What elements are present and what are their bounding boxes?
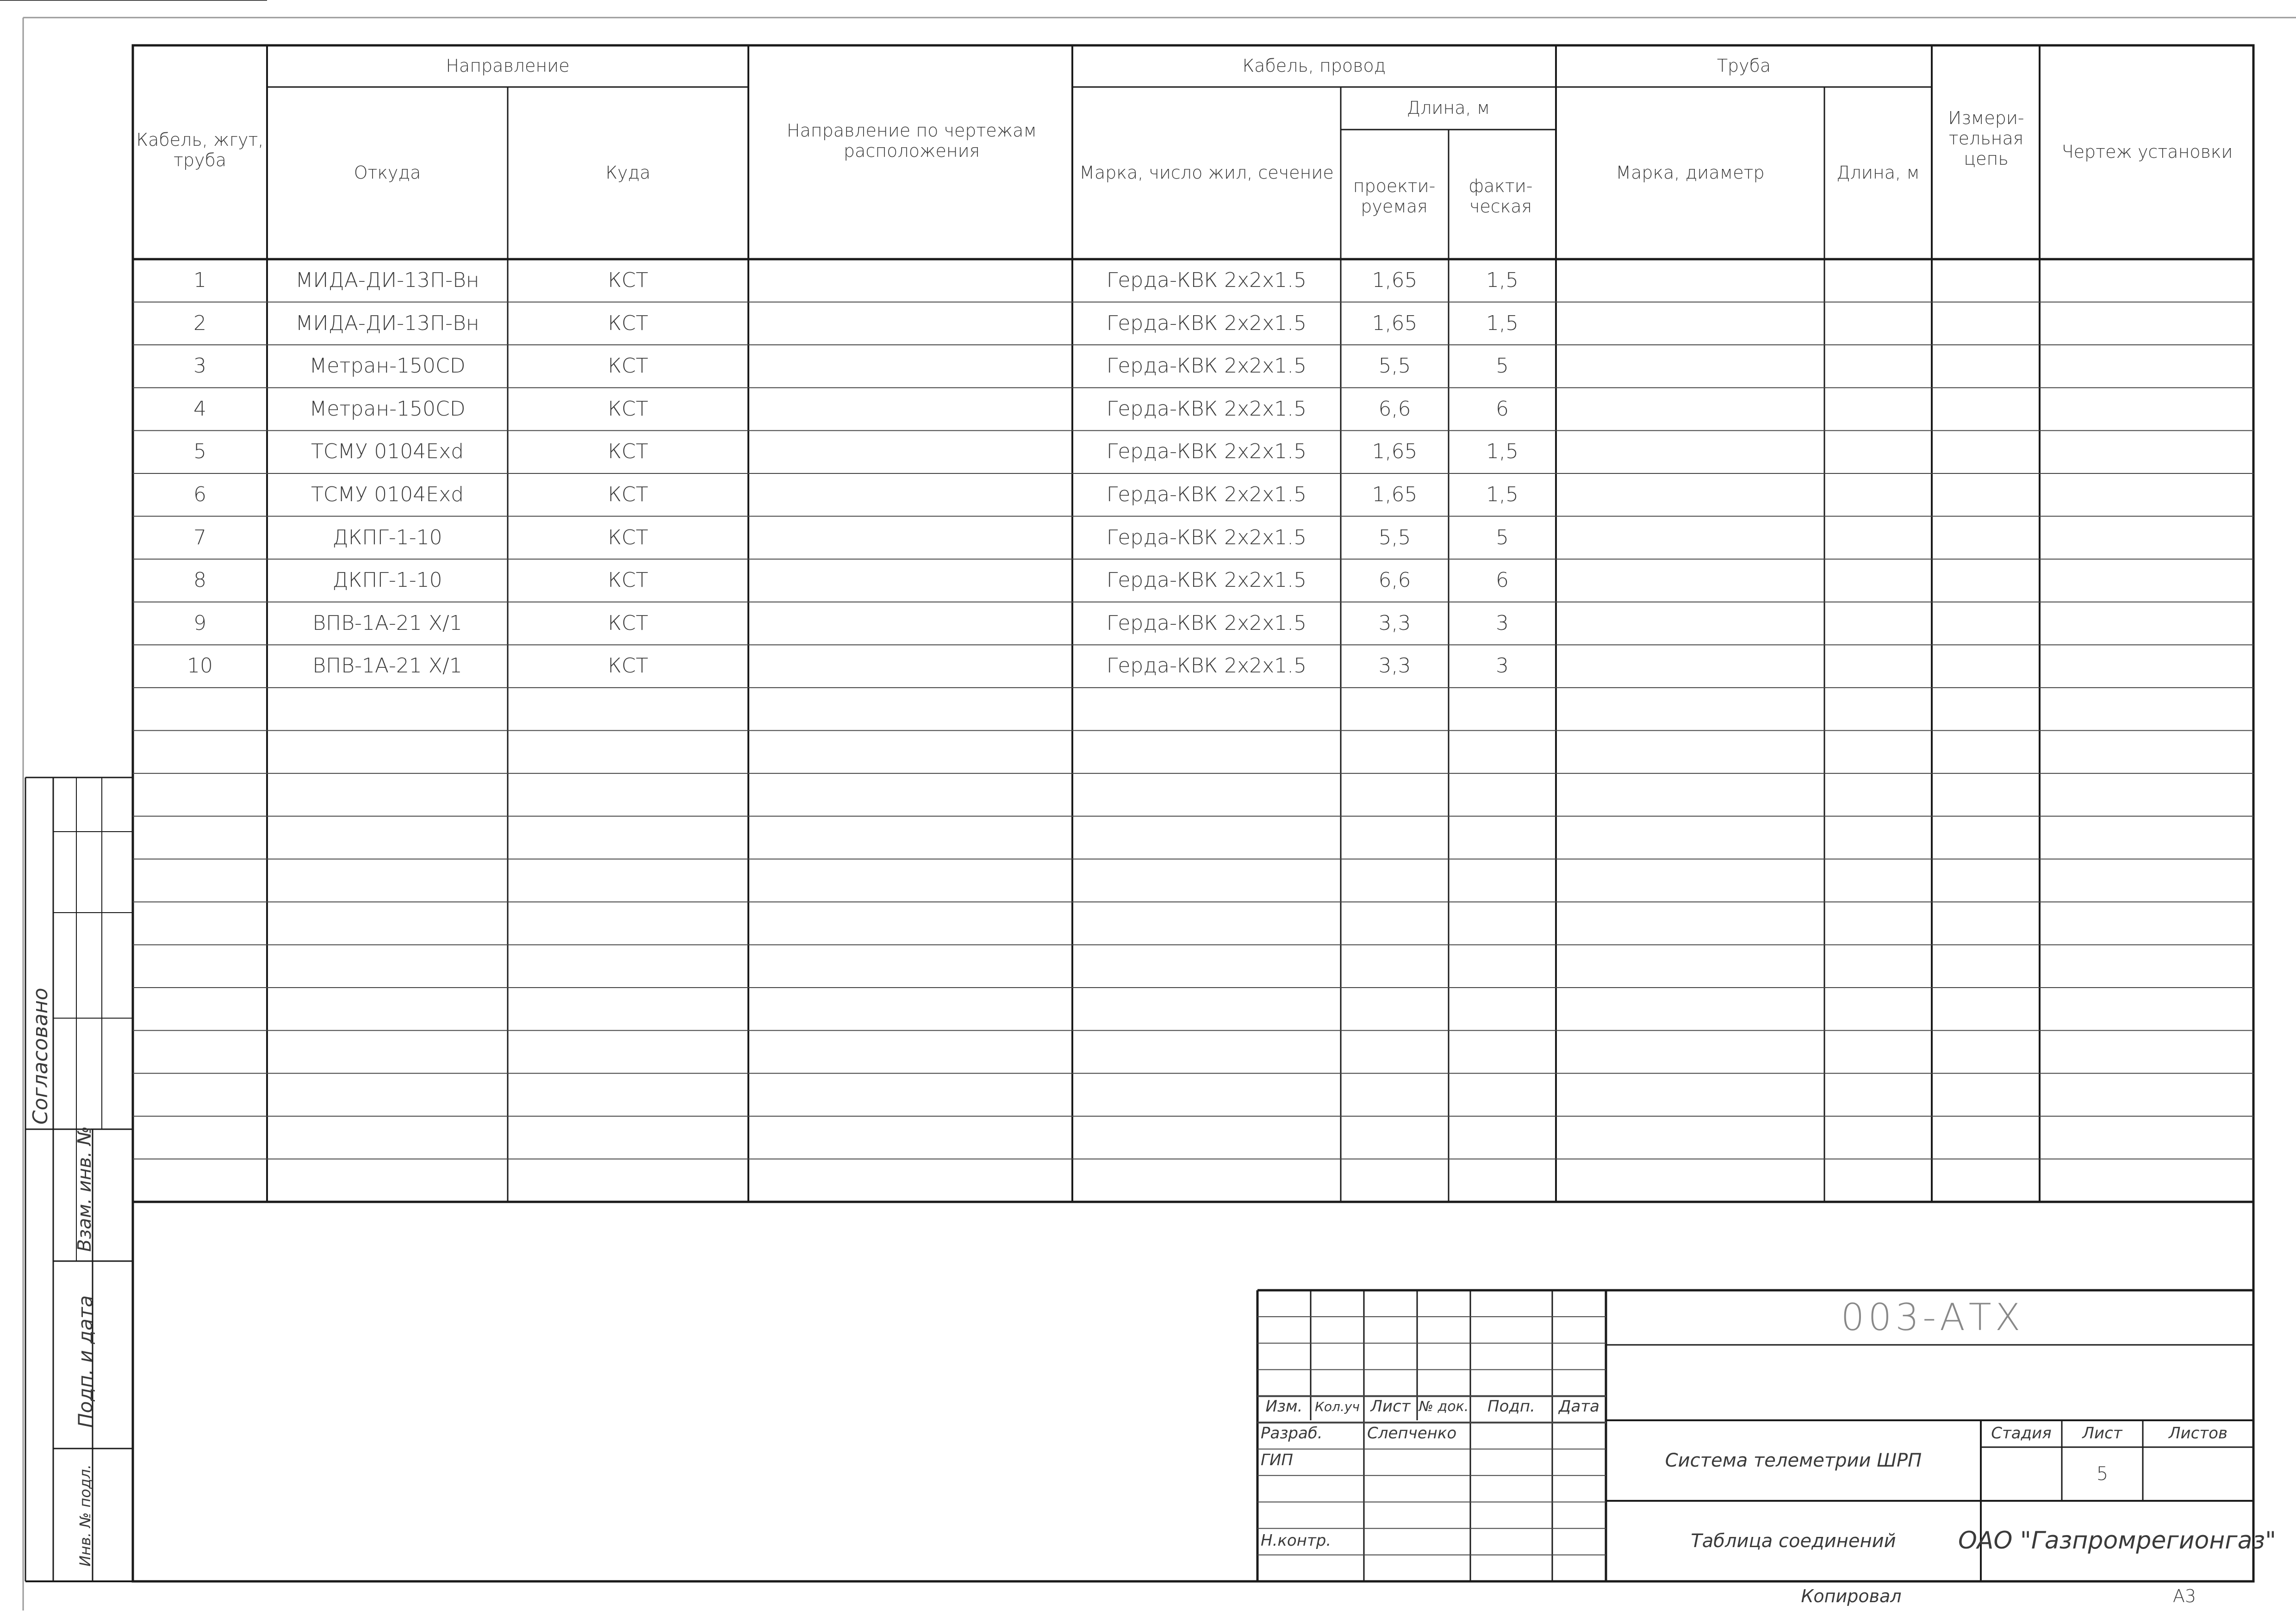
header-from: Откуда xyxy=(354,162,421,183)
doc-code: 003-АТХ xyxy=(1841,1296,2024,1339)
row-to: КСТ xyxy=(608,354,648,378)
header-length-actual: факти- ческая xyxy=(1468,176,1533,217)
col-podp: Подп. xyxy=(1487,1397,1535,1416)
row-number: 8 xyxy=(193,568,206,592)
row-to: КСТ xyxy=(608,397,648,421)
row-number: 6 xyxy=(193,482,206,506)
role-dev: Разраб. xyxy=(1261,1424,1323,1443)
header-direction: Направление xyxy=(446,56,570,76)
side-label-inv-orig: Инв. № подл. xyxy=(76,1464,94,1567)
row-to: КСТ xyxy=(608,440,648,464)
row-length-actual: 5 xyxy=(1496,354,1509,378)
row-from: ДКПГ-1-10 xyxy=(332,525,442,549)
row-length-design: 1,65 xyxy=(1372,268,1418,292)
header-cable: Кабель, жгут, труба xyxy=(136,130,264,170)
row-cable: Герда-КВК 2х2х1.5 xyxy=(1106,311,1307,335)
sheet-number: 5 xyxy=(2096,1463,2109,1485)
header-direction-drawings: Направление по чертежам расположения xyxy=(786,120,1037,161)
row-number: 10 xyxy=(187,654,213,678)
row-cable: Герда-КВК 2х2х1.5 xyxy=(1106,654,1307,678)
row-from: ВПВ-1А-21 Х/1 xyxy=(312,654,462,678)
row-number: 4 xyxy=(193,397,206,421)
col-list: Лист xyxy=(1370,1397,1411,1416)
row-cable: Герда-КВК 2х2х1.5 xyxy=(1106,440,1307,464)
copied-label: Копировал xyxy=(1801,1586,1902,1607)
row-length-actual: 1,5 xyxy=(1486,440,1518,464)
row-cable: Герда-КВК 2х2х1.5 xyxy=(1106,397,1307,421)
row-to: КСТ xyxy=(608,568,648,592)
row-length-design: 6,6 xyxy=(1378,568,1411,592)
row-number: 3 xyxy=(193,354,206,378)
row-length-design: 1,65 xyxy=(1372,440,1418,464)
row-number: 5 xyxy=(193,440,206,464)
row-cable: Герда-КВК 2х2х1.5 xyxy=(1106,525,1307,549)
row-from: Метран-150CD xyxy=(309,397,466,421)
row-number: 9 xyxy=(193,611,206,635)
row-from: МИДА-ДИ-13П-Вн xyxy=(295,311,479,335)
header-measuring-circuit: Измери- тельная цепь xyxy=(1948,108,2024,169)
row-number: 2 xyxy=(193,311,206,335)
row-number: 1 xyxy=(193,268,206,292)
stage-label: Стадия xyxy=(1991,1424,2052,1443)
row-length-actual: 6 xyxy=(1496,397,1509,421)
row-length-design: 1,65 xyxy=(1372,482,1418,506)
row-length-design: 5,5 xyxy=(1378,525,1411,549)
header-length: Длина, м xyxy=(1406,98,1490,118)
header-pipe: Труба xyxy=(1717,56,1771,76)
side-label-agreed: Согласовано xyxy=(29,988,52,1125)
row-number: 7 xyxy=(193,525,206,549)
header-length-design: проекти- руемая xyxy=(1353,176,1436,217)
row-length-actual: 1,5 xyxy=(1486,482,1518,506)
row-length-design: 3,3 xyxy=(1378,611,1411,635)
row-cable: Герда-КВК 2х2х1.5 xyxy=(1106,611,1307,635)
row-from: ТСМУ 0104Exd xyxy=(311,440,464,464)
row-from: Метран-150CD xyxy=(309,354,466,378)
col-data: Дата xyxy=(1558,1397,1600,1416)
dev-name: Слепченко xyxy=(1367,1424,1457,1443)
row-cable: Герда-КВК 2х2х1.5 xyxy=(1106,568,1307,592)
row-cable: Герда-КВК 2х2х1.5 xyxy=(1106,482,1307,506)
side-label-sign-date: Подп. и дата xyxy=(74,1295,97,1428)
header-pipe-mark: Марка, диаметр xyxy=(1616,162,1765,183)
row-length-design: 6,6 xyxy=(1378,397,1411,421)
side-label-replaced-inv: Взам. инв. № xyxy=(74,1126,95,1252)
row-length-design: 1,65 xyxy=(1372,311,1418,335)
row-length-design: 5,5 xyxy=(1378,354,1411,378)
row-length-actual: 1,5 xyxy=(1486,311,1518,335)
row-length-actual: 5 xyxy=(1496,525,1509,549)
row-from: ВПВ-1А-21 Х/1 xyxy=(312,611,462,635)
row-to: КСТ xyxy=(608,525,648,549)
organization: ОАО "Газпромрегионгаз" xyxy=(1958,1527,2277,1555)
header-cable-wire: Кабель, провод xyxy=(1242,56,1386,76)
row-length-actual: 3 xyxy=(1496,611,1509,635)
row-cable: Герда-КВК 2х2х1.5 xyxy=(1106,268,1307,292)
col-ndok: № док. xyxy=(1419,1398,1469,1415)
col-izm: Изм. xyxy=(1265,1397,1303,1416)
row-to: КСТ xyxy=(608,311,648,335)
sheet-title: Таблица соединений xyxy=(1691,1530,1896,1552)
row-length-actual: 3 xyxy=(1496,654,1509,678)
row-from: МИДА-ДИ-13П-Вн xyxy=(295,268,479,292)
row-to: КСТ xyxy=(608,611,648,635)
sheets-label: Листов xyxy=(2168,1424,2228,1443)
row-length-actual: 1,5 xyxy=(1486,268,1518,292)
row-to: КСТ xyxy=(608,268,648,292)
row-from: ТСМУ 0104Exd xyxy=(311,482,464,506)
row-to: КСТ xyxy=(608,482,648,506)
sheet-label: Лист xyxy=(2082,1424,2122,1443)
row-from: ДКПГ-1-10 xyxy=(332,568,442,592)
row-to: КСТ xyxy=(608,654,648,678)
role-nkontr: Н.контр. xyxy=(1261,1531,1332,1550)
row-cable: Герда-КВК 2х2х1.5 xyxy=(1106,354,1307,378)
header-cable-mark: Марка, число жил, сечение xyxy=(1079,162,1334,183)
role-gip: ГИП xyxy=(1261,1451,1293,1470)
header-pipe-length: Длина, м xyxy=(1836,162,1920,183)
header-install-drawing: Чертеж установки xyxy=(2061,142,2233,162)
format-label: А3 xyxy=(2172,1586,2196,1607)
col-kol: Кол.уч xyxy=(1315,1399,1360,1414)
row-length-actual: 6 xyxy=(1496,568,1509,592)
system-name: Система телеметрии ШРП xyxy=(1665,1450,1922,1471)
row-length-design: 3,3 xyxy=(1378,654,1411,678)
header-to: Куда xyxy=(605,162,651,183)
